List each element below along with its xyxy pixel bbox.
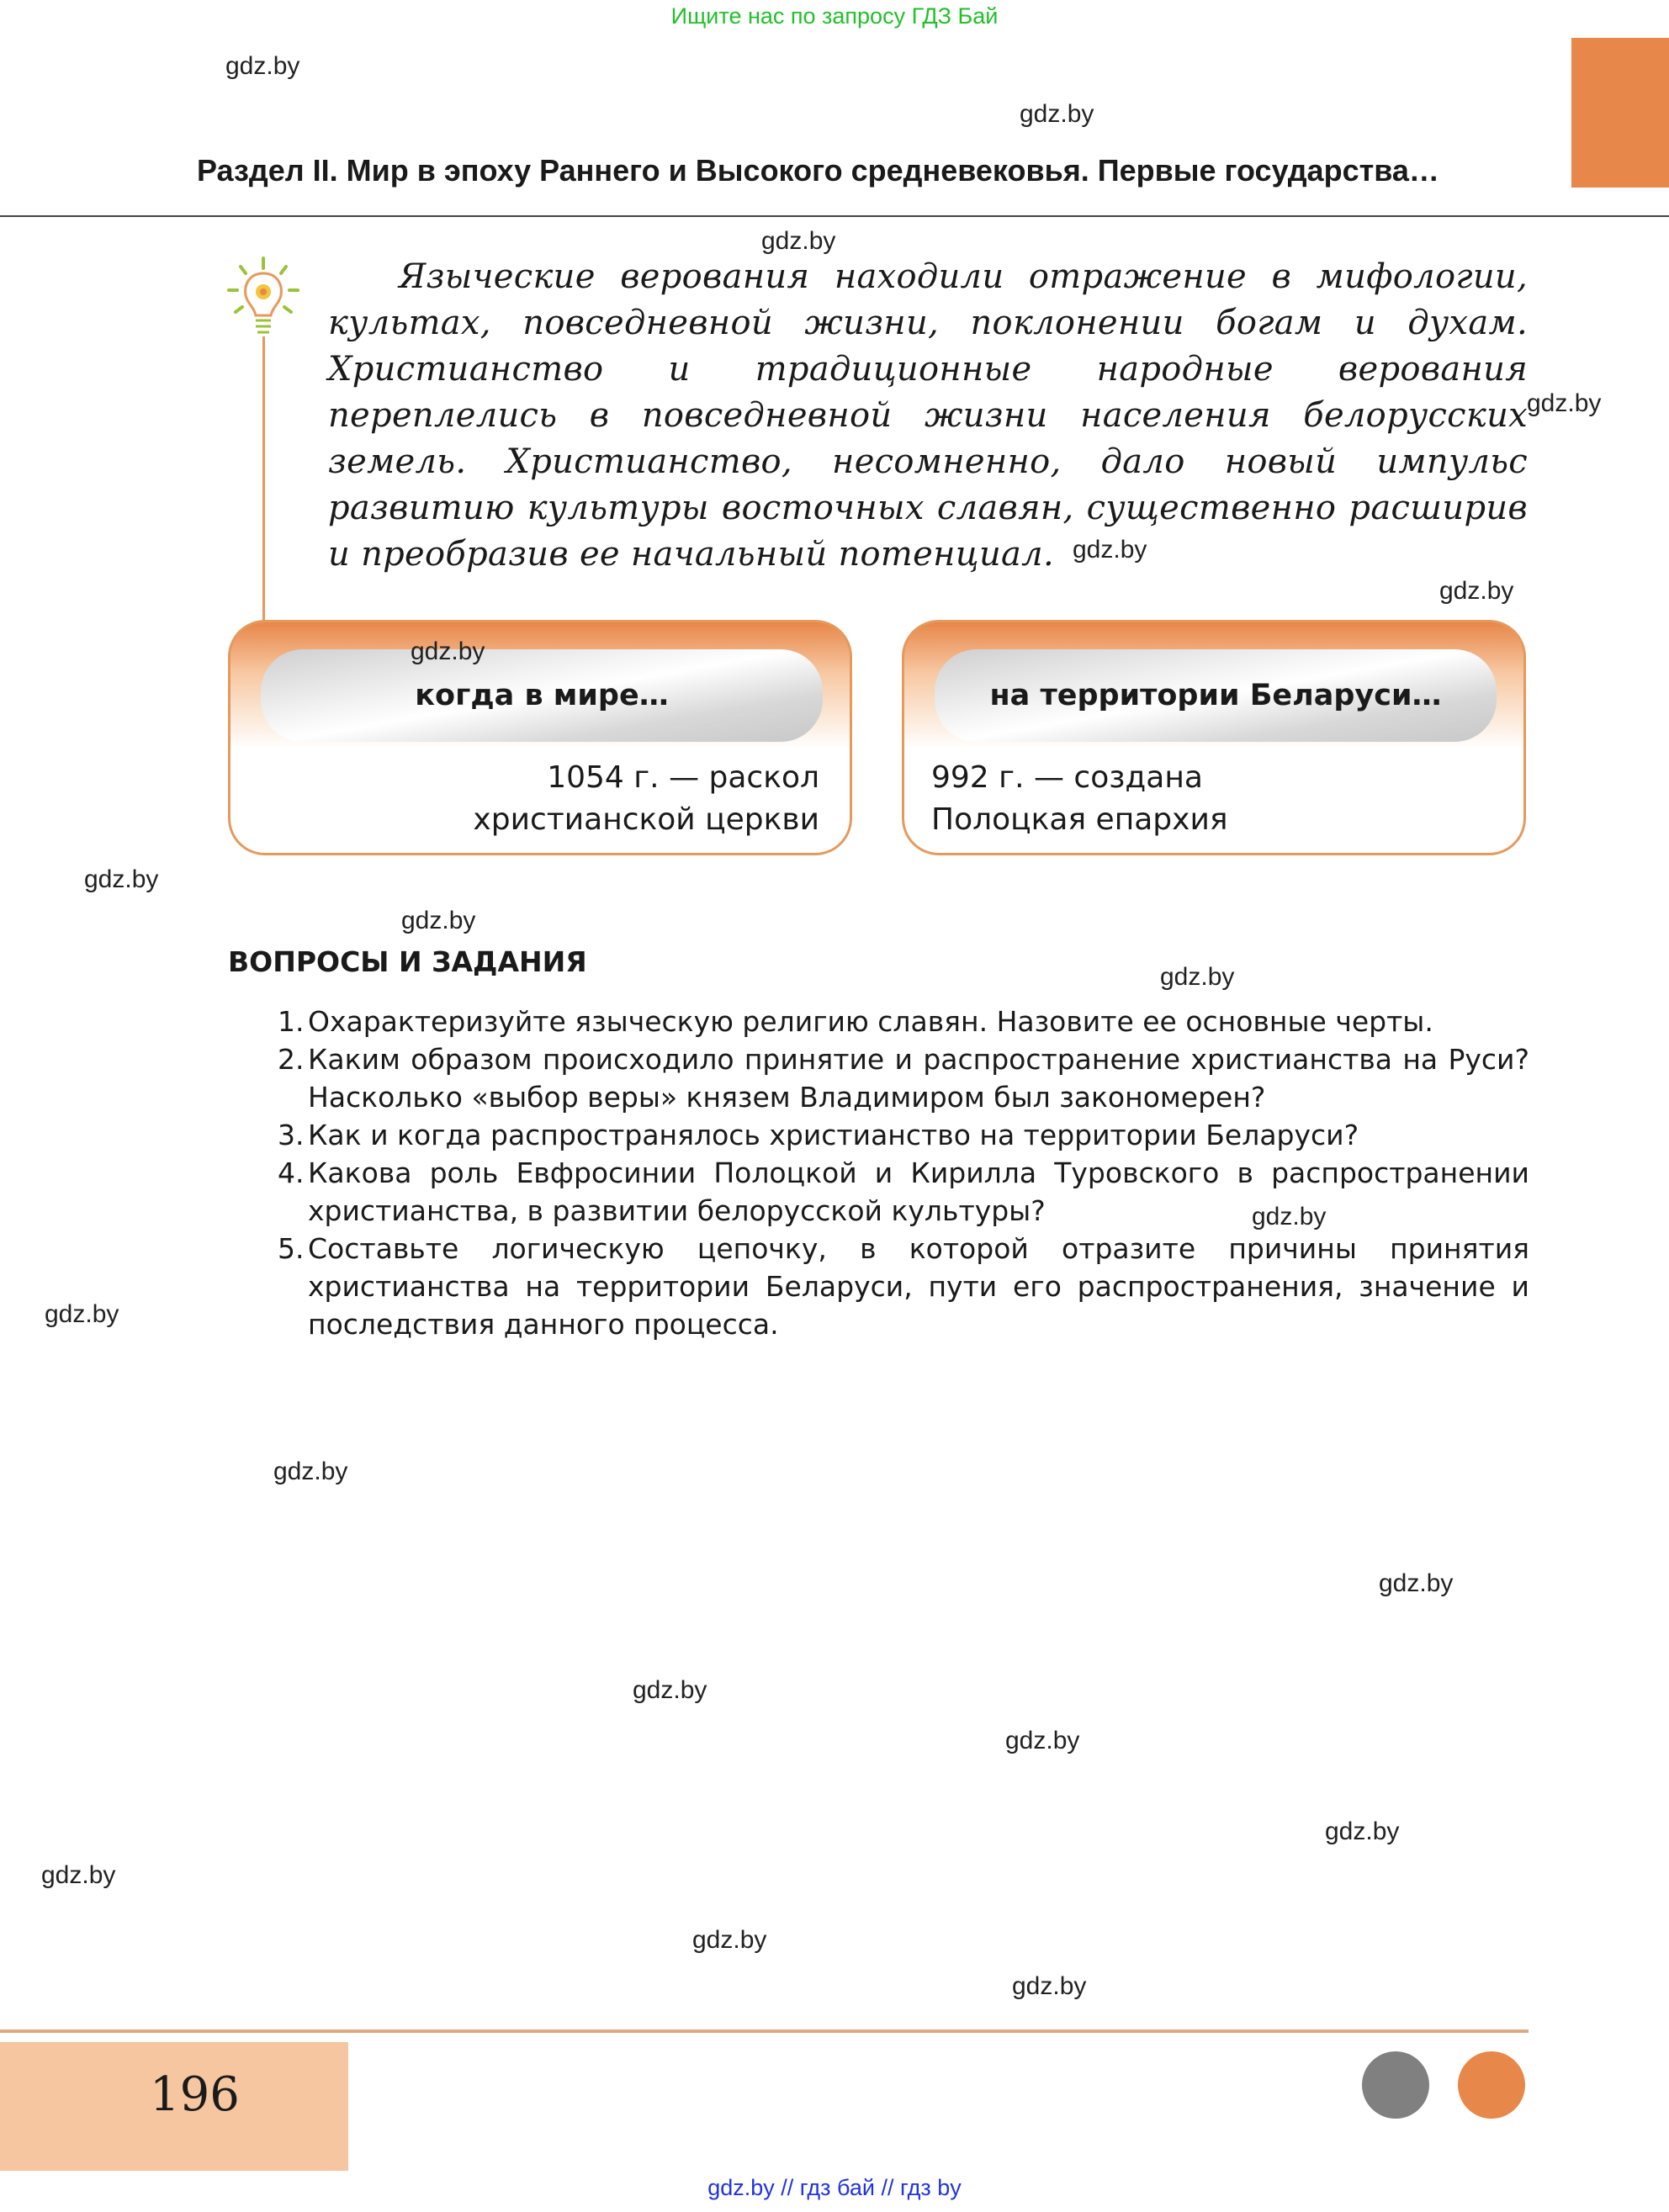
question-number: 3. (278, 1119, 305, 1151)
belarus-box-line1: 992 г. — создана (931, 760, 1203, 795)
page-number-box (0, 2042, 348, 2171)
footer-links[interactable]: gdz.by // гдз бай // гдз by (707, 2175, 962, 2200)
watermark: gdz.by (1379, 1569, 1454, 1597)
question-text: Составьте логическую цепочку, в которой отразите причины принятия христианства на территории Беларуси, пути его распространения, значение и последствия данного процесса. (308, 1232, 1529, 1341)
watermark: gdz.by (692, 1926, 767, 1954)
world-box-line1: 1054 г. — раскол (547, 760, 819, 795)
watermark: gdz.by (1012, 1972, 1087, 2000)
watermark: gdz.by (1020, 100, 1094, 128)
world-box-title: когда в мире… (261, 649, 823, 742)
belarus-events-box (902, 620, 1526, 855)
question-text: Охарактеризуйте языческую религию славян. Назовите ее основные черты. (308, 1005, 1433, 1038)
question-number: 1. (278, 1005, 305, 1038)
header-divider (0, 215, 1669, 217)
watermark: gdz.by (411, 638, 485, 665)
question-text: Каким образом происходило принятие и распространение христианства на Руси? Насколько «выбор веры» князем Владимиром был закономерен? (308, 1043, 1529, 1114)
watermark: gdz.by (761, 227, 836, 255)
belarus-box-title: на территории Беларуси… (935, 649, 1497, 742)
watermark: gdz.by (1252, 1203, 1327, 1230)
watermark: gdz.by (1325, 1818, 1400, 1845)
search-hint: Ищите нас по запросу ГДЗ Бай (670, 3, 999, 29)
footer-divider (0, 2029, 1529, 2033)
watermark: gdz.by (1073, 536, 1147, 564)
question-item (278, 1003, 1529, 1040)
corner-tab (1571, 38, 1669, 188)
world-events-box (228, 620, 852, 855)
callout-line (262, 336, 265, 622)
watermark: gdz.by (1439, 577, 1514, 605)
question-item (278, 1116, 1529, 1154)
watermark: gdz.by (84, 865, 159, 893)
watermark: gdz.by (1160, 963, 1235, 991)
questions-list (278, 1003, 1529, 1343)
world-box-line2: христианской церкви (473, 802, 819, 837)
orange-dot-icon (1458, 2051, 1525, 2119)
page-number: 196 (150, 2067, 240, 2122)
gray-dot-icon (1362, 2051, 1429, 2119)
question-number: 4. (278, 1156, 305, 1189)
watermark: gdz.by (1005, 1727, 1080, 1754)
section-header: Раздел II. Мир в эпоху Раннего и Высокого средневековья. Первые государства… (197, 153, 1439, 188)
watermark: gdz.by (225, 52, 300, 80)
question-text: Какова роль Евфросинии Полоцкой и Кирилла Туровского в распространении христианства, в развитии белорусской культуры? (308, 1156, 1529, 1227)
question-item (278, 1230, 1529, 1343)
questions-title: ВОПРОСЫ И ЗАДАНИЯ (228, 945, 587, 978)
question-number: 2. (278, 1043, 305, 1076)
watermark: gdz.by (41, 1861, 116, 1889)
question-text: Как и когда распространялось христианство на территории Беларуси? (308, 1119, 1359, 1151)
world-box-text (473, 757, 819, 841)
watermark: gdz.by (45, 1300, 119, 1328)
question-item (278, 1154, 1529, 1230)
belarus-box-text (931, 757, 1228, 841)
question-item (278, 1040, 1529, 1116)
highlight-paragraph: Языческие верования находили отражение в мифологии, культах, повседневной жизни, поклонении богам и духам. Христианство и традиционные народные верования переплелись в повседневной жизни населения белорусских земель. Христианство, несомненно, дало новый импульс развитию культуры восточных славян, существенно расширив и преобразив ее начальный потенциал. (328, 257, 1528, 574)
watermark: gdz.by (1527, 389, 1602, 417)
belarus-box-line2: Полоцкая епархия (931, 802, 1228, 837)
question-number: 5. (278, 1232, 305, 1265)
lightbulb-icon (225, 257, 301, 341)
watermark: gdz.by (633, 1676, 707, 1704)
watermark: gdz.by (401, 907, 476, 934)
watermark: gdz.by (273, 1458, 348, 1485)
